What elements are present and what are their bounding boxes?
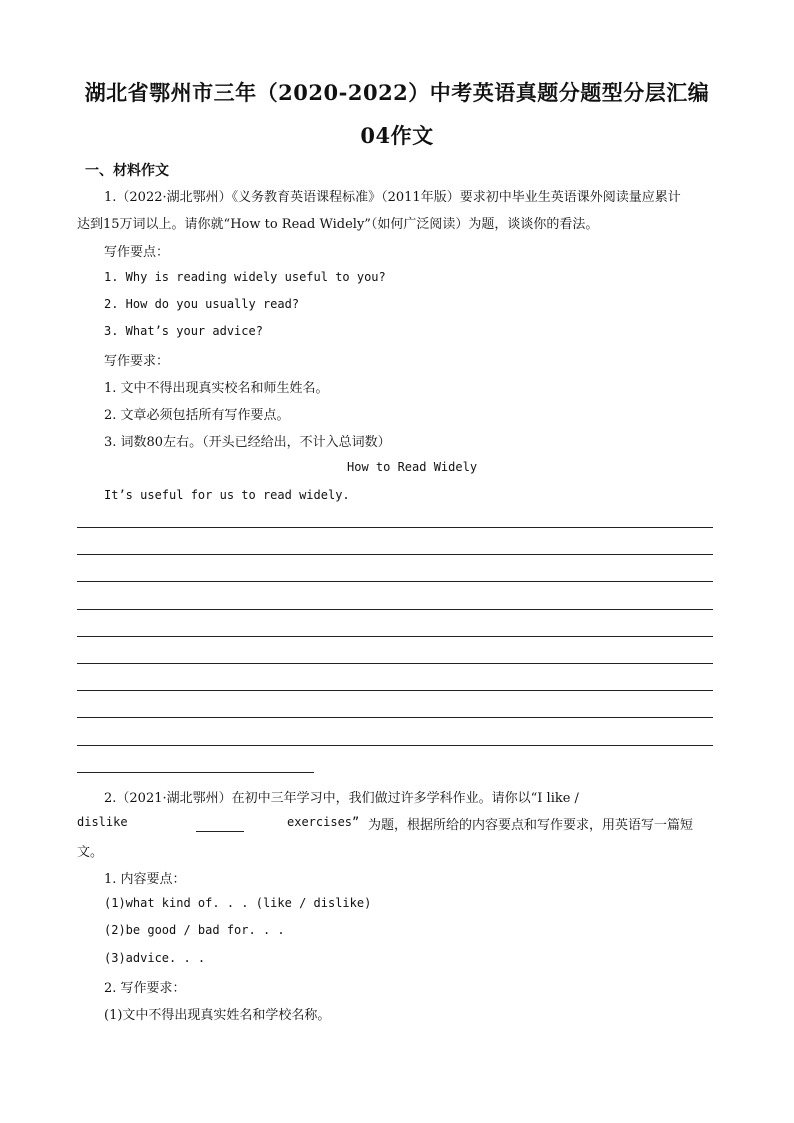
answer-line xyxy=(77,609,713,610)
section-heading: 一、材料作文 xyxy=(85,163,169,179)
answer-line xyxy=(77,690,713,691)
q2-line1: 2.（2021·湖北鄂州）在初中三年学习中，我们做过许多学科作业。请你以“I like / xyxy=(104,791,579,806)
answer-line xyxy=(77,717,713,718)
document-subtitle: 04作文 xyxy=(360,123,434,148)
q2-content-heading: 1. 内容要点： xyxy=(104,872,186,887)
q2-line2-dislike: dislike xyxy=(77,815,128,829)
q1-intro-line1: 1.（2022·湖北鄂州）《义务教育英语课程标准》（2011年版）要求初中毕业生英语课外阅读量应累计 xyxy=(104,190,681,205)
q2-req-1: (1)文中不得出现真实姓名和学校名称。 xyxy=(104,1008,331,1023)
q1-point-3: 3. What’s your advice? xyxy=(104,324,263,338)
q1-point-1: 1. Why is reading widely useful to you? xyxy=(104,270,386,284)
q2-content-point-1: (1)what kind of. . . (like / dislike) xyxy=(104,896,372,910)
q1-intro-line2: 达到15万词以上。请你就“How to Read Widely”（如何广泛阅读）为题，谈谈你的看法。 xyxy=(77,217,599,232)
q1-points-heading: 写作要点： xyxy=(104,245,170,260)
q2-content-point-3: (3)advice. . . xyxy=(104,951,206,965)
q1-opening-sentence: It’s useful for us to read widely. xyxy=(104,488,350,502)
q1-req-1: 1. 文中不得出现真实校名和师生姓名。 xyxy=(104,381,329,396)
document-title: 湖北省鄂州市三年（2020-2022）中考英语真题分题型分层汇编 xyxy=(84,80,710,105)
q1-req-2: 2. 文章必须包括所有写作要点。 xyxy=(104,408,290,423)
q1-req-3: 3. 词数80左右。（开头已经给出，不计入总词数） xyxy=(104,435,391,450)
q1-point-2: 2. How do you usually read? xyxy=(104,297,300,311)
q2-fill-blank xyxy=(196,813,244,832)
answer-line xyxy=(77,636,713,637)
answer-line xyxy=(77,745,713,746)
q2-content-point-2: (2)be good / bad for. . . xyxy=(104,923,285,937)
answer-line xyxy=(77,581,713,582)
answer-line-short xyxy=(77,772,314,773)
q1-essay-title: How to Read Widely xyxy=(347,460,478,474)
answer-line xyxy=(77,663,713,664)
q2-line3: 文。 xyxy=(77,845,104,860)
q2-req-heading: 2. 写作要求： xyxy=(104,981,186,996)
q2-line2-exercises: exercises” xyxy=(287,815,360,829)
q2-line2-instructions: 为题，根据所给的内容要点和写作要求，用英语写一篇短 xyxy=(368,818,694,833)
answer-line xyxy=(77,554,713,555)
q1-req-heading: 写作要求： xyxy=(104,354,170,369)
answer-line xyxy=(77,527,713,528)
